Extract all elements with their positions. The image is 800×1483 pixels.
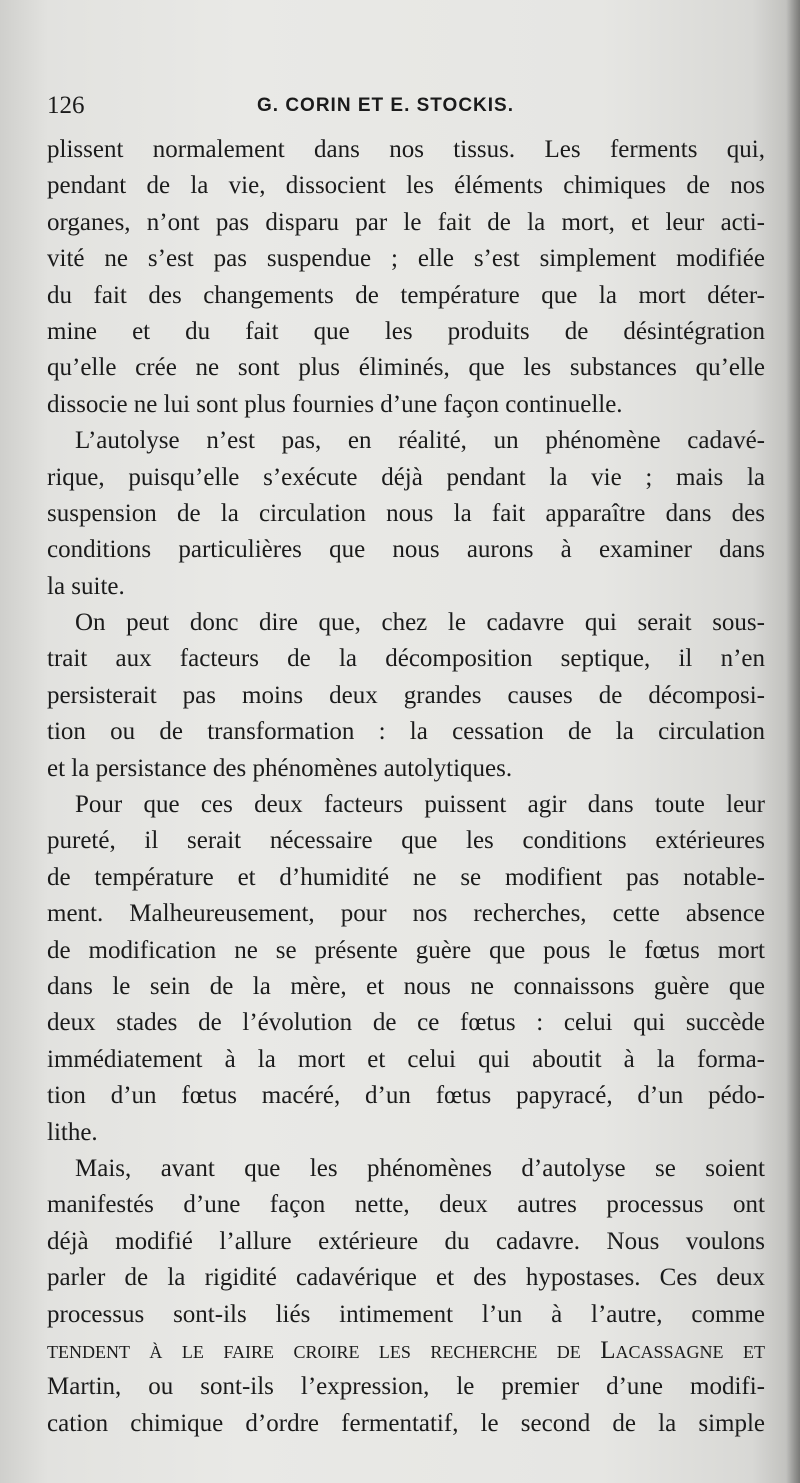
text-line: déjà modifié l’allure extérieure du cadavre. Nous voulons [47, 1227, 765, 1255]
running-head: G. CORIN ET E. STOCKIS. [257, 95, 515, 116]
text-line: pendant de la vie, dissocient les éléments chimiques de nos [47, 172, 765, 200]
text-line: manifestés d’une façon nette, deux autres processus ont [47, 1191, 765, 1219]
text-line: de température et d’humidité ne se modifient pas notable- [47, 863, 765, 891]
text-line: de modification ne se présente guère que pous le fœtus mort [47, 936, 765, 964]
text-line: deux stades de l’évolution de ce fœtus : celui qui succède [47, 1009, 765, 1037]
text-line: rique, puisqu’elle s’exécute déjà pendant la vie ; mais la [47, 463, 765, 491]
paragraph-start: Mais, avant que les phénomènes d’autolyse se soient [75, 1154, 765, 1182]
text-line: trait aux facteurs de la décomposition septique, il n’en [47, 645, 765, 673]
text-line: Martin, ou sont-ils l’expression, le premier d’une modifi- [47, 1373, 765, 1401]
text-line: lithe. [47, 1118, 98, 1146]
text-line: conditions particulières que nous aurons à examiner dans [47, 536, 765, 564]
text-line: cation chimique d’ordre fermentatif, le second de la simple [47, 1409, 765, 1437]
text-line: processus sont-ils liés intimement l’un à l’autre, comme [47, 1300, 765, 1328]
text-line: organes, n’ont pas disparu par le fait de la mort, et leur acti- [47, 208, 765, 236]
text-line: vité ne s’est pas suspendue ; elle s’est simplement modifiée [47, 245, 765, 273]
binding-shadow [786, 0, 800, 1483]
text-line: parler de la rigidité cadavérique et des hypostases. Ces deux [47, 1264, 765, 1292]
text-line: et la persistance des phénomènes autolytiques. [47, 754, 513, 782]
text-line: tion d’un fœtus macéré, d’un fœtus papyracé, d’un pédo- [47, 1082, 765, 1110]
page-header [47, 92, 767, 122]
page-number: 126 [47, 92, 85, 119]
text-line: immédiatement à la mort et celui qui aboutit à la forma- [47, 1045, 765, 1073]
paragraph-start: On peut donc dire que, chez le cadavre qui serait sous- [75, 609, 765, 637]
text-line: plissent normalement dans nos tissus. Les ferments qui, [47, 136, 765, 163]
text-line: ment. Malheureusement, pour nos recherches, cette absence [47, 900, 765, 928]
text-line: tendent à le faire croire les recherche de Lacassagne et [47, 1336, 765, 1364]
text-line: persisterait pas moins deux grandes causes de décomposi- [47, 681, 765, 709]
text-line: qu’elle crée ne sont plus éliminés, que les substances qu’elle [47, 354, 765, 382]
body-text [47, 132, 765, 1442]
text-line: dissocie ne lui sont plus fournies d’une façon continuelle. [47, 390, 623, 418]
text-line: tion ou de transformation : la cessation de la circulation [47, 718, 765, 746]
text-line: pureté, il serait nécessaire que les conditions extérieures [47, 827, 765, 855]
text-line: mine et du fait que les produits de désintégration [47, 317, 765, 345]
text-line: dans le sein de la mère, et nous ne connaissons guère que [47, 972, 765, 1000]
text-line: la suite. [47, 572, 125, 600]
text-line: du fait des changements de température que la mort déter- [47, 281, 765, 309]
paragraph-start: L’autolyse n’est pas, en réalité, un phénomène cadavé- [75, 427, 765, 455]
text-line: suspension de la circulation nous la fait apparaître dans des [47, 499, 765, 527]
paragraph-start: Pour que ces deux facteurs puissent agir dans toute leur [75, 791, 765, 819]
